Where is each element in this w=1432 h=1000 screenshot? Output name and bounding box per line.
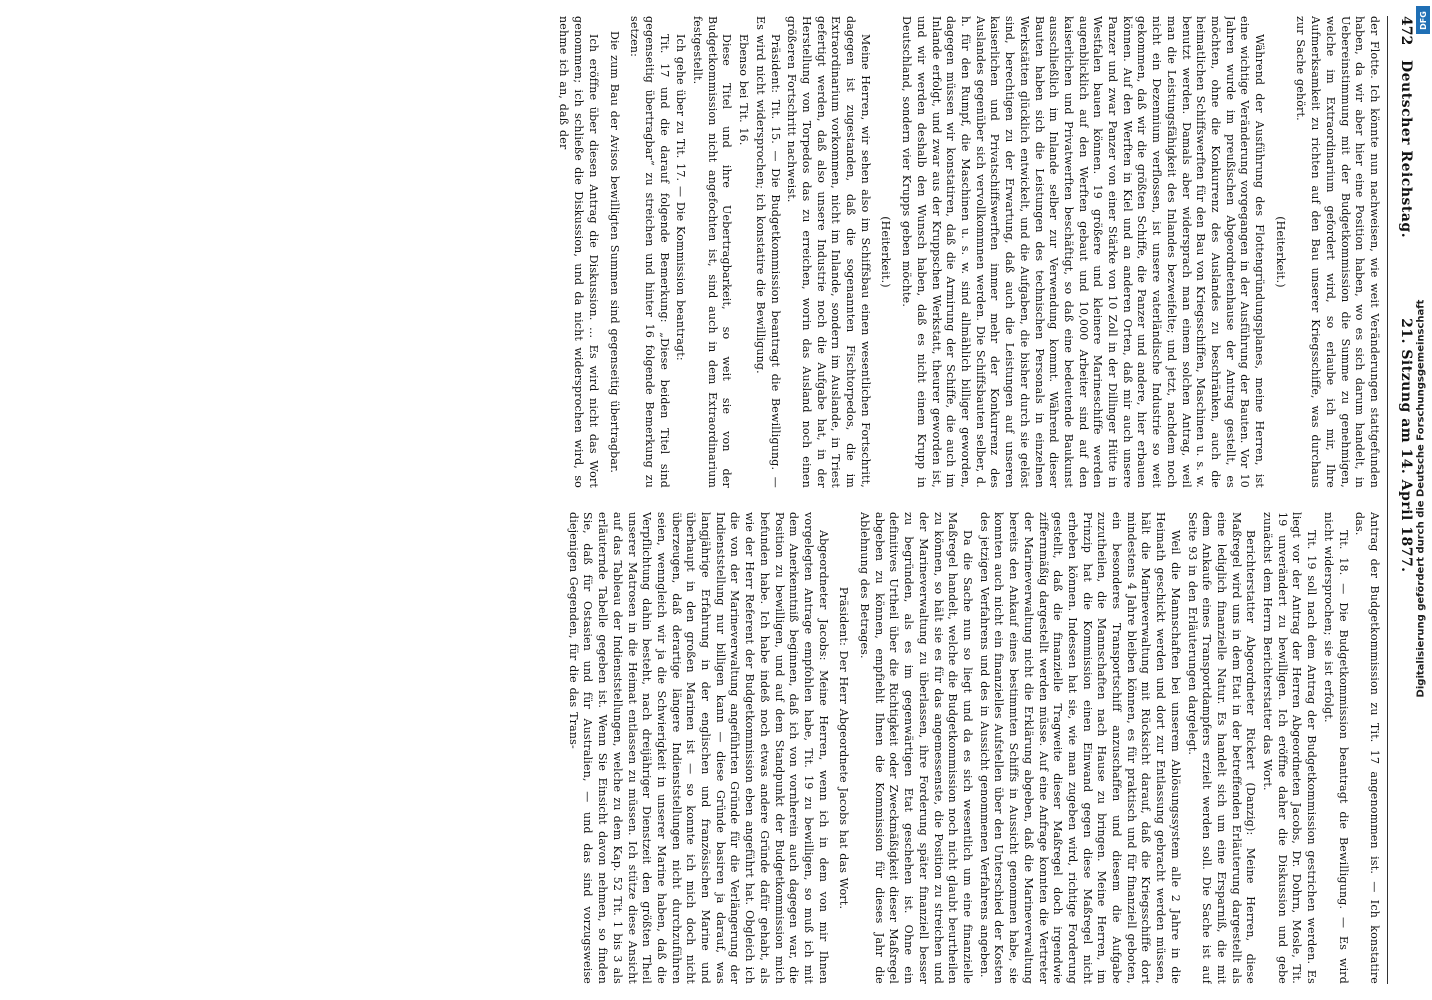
digitization-credit: [1410, 8, 1432, 988]
paragraph: Die zum Bau der Avisos bewilligten Summen sind gegenseitig übertragbar.: [607, 30, 621, 474]
paragraph: Berichterstatter Abgeordneter Rickert (Danzig): Meine Herren, diese Maßregel wird uns in dem Etat in der betreffenden Erläuterung dargestellt als eine lediglich finanzielle Natur. Es handelt sich um eine Ersparniß, die mit dem Ankaufe eines Transportdampfers erzielt werden soll. Die Sache ist auf Seite 93 in den Erläuterungen dargelegt.: [1185, 512, 1258, 984]
text-columns: [56, 16, 1381, 984]
rotated-scanned-page: [37, 0, 1432, 1000]
paragraph: Tit. 17 und die darauf folgende Bemerkung: „Diese beiden Titel sind gegenseitig übertragbar“ zu streichen und hinter 16 folgende Bemerkung zu setzen:: [628, 16, 671, 488]
paragraph: Da die Sache nun so liegt und da es sich wesentlich um eine finanzielle Maßregel handelt, welche die Budgetkommission noch nicht glaubt beurtheilen zu können, so hält sie es für das angemessenste, die Position zu streichen und der Marineverwaltung zu überlassen, ihre Forderung später finanziell besser zu begründen, als es im gegenwärtigen Etat geschehen ist. Ohne ein definitives Urtheil über die Richtigkeit oder Zweckmäßigkeit dieser Maßregel abgeben zu können, empfiehlt Ihnen die Kommission für dieses Jahr die Ablehnung des Betrages.: [858, 512, 975, 984]
interjection: (Heiterkeit.): [1273, 216, 1287, 288]
paragraph: Tit. 19 soll nach dem Antrag der Budgetkommission gestrichen werden. Es liegt vor der Antrag der Herren Abgeordneten Jacobs, Dr. Dohrn, Mosle, Tit. 19 unverändert zu bewilligen. Ich eröffne daher die Diskussion und gebe zunächst dem Herrn Berichterstatter das Wort.: [1261, 512, 1319, 984]
dfg-logo-text: DFG: [1418, 10, 1428, 30]
page-number: 472: [1398, 16, 1414, 46]
publication-title: Deutscher Reichstag.: [1398, 60, 1414, 239]
paragraph: Weil die Mannschaften bei unserem Ablösungssystem alle 2 Jahre in die Heimath geschickt werden und dort zur Entlassung gebracht werden müssen, hält die Marineverwaltung mit Rücksicht darauf, daß die Kriegsschiffe dort mindestens 4 Jahre bleiben können, es für praktisch und für finanziell geboten, ein besonderes Transportschiff anzuschaffen und diesem die Aufgabe zuzutheilen, die Mannschaften nach Hause zu bringen. Meine Herren, im Prinzip hat die Kommission einen Einwand gegen diese Maßregel nicht erheben können. Indessen hat sie, wie man zugeben wird, richtige Forderung gestellt, daß die finanzielle Tragweite dieser Maßregel doch irgendwie ziffernmäßig dargestellt werden müsse. Auf eine Anfrage konnten die Vertreter der Marineverwaltung nicht die Erklärung abgeben, daß die Marineverwaltung bereits den Ankauf eines bestimmten Schiffs in Aussicht genommen habe, sie konnten auch nicht ein finanzielles Aufstellen über den Unterschied der Kosten des jetzigen Verfahrens und des in Aussicht genommenen Verfahrens angeben.: [977, 512, 1182, 984]
paragraph: Ebenso bei Tit. 16.: [737, 34, 751, 146]
paragraph: Ich gehe über zu Tit. 17. — Die Kommission beantragt:: [674, 34, 688, 361]
paragraph: Präsident: Tit. 15. — Die Budgetkommission beantragt die Bewilligung. — Es wird nicht widersprochen; ich konstatire die Bewilligung.: [753, 16, 782, 488]
right-column: [56, 512, 1381, 984]
paragraph: Tit. 18. — Die Budgetkommission beantragt die Bewilligung. — Es wird nicht widersprochen; sie ist erfolgt.: [1321, 512, 1350, 984]
paragraph: Präsident: Der Herr Abgeordnete Jacobs hat das Wort.: [837, 586, 851, 910]
paragraph: Während der Ausführung des Flottengründungsplanes, meine Herren, ist eine wichtige Veränderung vorgegangen in der Ausführung der Bauten. Vor 10 Jahren wurde im preußischen Abgeordnetenhause der Antrag gestellt, es möchten, ohne die Konkurrenz des Auslandes zu beschränken, auch die heimatlichen Schiffswerften für den Bau von Kriegsschiffen, Maschinen u. s. w. benutzt werden. Damals aber widersprach man einem solchen Antrag, weil man die Leistungsfähigkeit des Inlandes bezweifelte; und jetzt, nachdem noch nicht ein Dezennium verflossen, ist unsere vaterländische Industrie so weit gekommen, daß wir die größten Schiffe, die Panzer und andere, hier erbauen können. Auf den Werften in Kiel und an anderen Orten, daß mir auch unsere Panzer und zwar Panzer von einer Stärke von 10 Zoll in der Dillinger Hütte in Westfalen bauen können. 19 größere und kleinere Marineschiffe werden augenblicklich auf den Werften gebaut und 10,000 Arbeiter sind auf den kaiserlichen und Privatwerften beschäftigt, so daß eine bedeutende Baukunst ausschließlich im Inlande selber zur Verwendung kommt. Während dieser Bauten haben sich die Leistungen des technischen Personals in einzelnen Werkstätten glücklich entwickelt, und die Aufgaben, die bisher durch sie gelöst sind, berechtigen zu der Erwartung, daß auch die Leistungen auf unseren kaiserlichen und Privatschiffswerften immer mehr der Konkurrenz des Auslandes gegenüber sich vervollkommnen werden. Die Schiffsbauten selber, d. h. für den Rumpf, die Maschinen u. s. w. sind allmählich billiger geworden, dagegen müssen wir konstatiren, daß die Armirung der Schiffe, die auch im Inlande erfolgt, und zwar aus der Kruppschen Werkstatt, theurer geworden ist, und wir werden deshalb den Wunsch haben, daß es nicht einem Krupp in Deutschland, sondern vier Krupps geben möchte.: [900, 16, 1267, 488]
paragraph: Antrag der Budgetkommission zu Tit. 17 angenommen ist. — Ich konstatire das.: [1353, 512, 1381, 984]
paragraph: der Flotte. Ich könnte nun nachweisen, wie weit Veränderungen stattgefunden haben, da wir aber hier eine Position haben, wo es sich darum handelt, in Uebereinstimmung mit der Budgetkommission die Summe zu genehmigen, welche im Extraordinarium gefordert wird, so erlaube ich mir, Ihre Aufmerksamkeit zu richten auf den Bau unserer Kriegsschiffe, was durchaus zur Sache gehört.: [1294, 16, 1381, 488]
session-date: 21. Sitzung am 14. April 1877.: [1398, 318, 1414, 573]
paragraph: Diese Titel und ihre Uebertragbarkeit, so weit sie von der Budgetkommission nicht angefochten ist, sind auch in dem Extraordinarium festgestellt.: [691, 16, 734, 488]
left-column: [56, 16, 1381, 488]
paragraph: Meine Herren, wir sehen also im Schiffsbau einen wesentlichen Fortschritt, dagegen ist zugestanden, daß die sogenannten Fischtorpedos, die im Extraordinarium vorkommen, nicht im Inlande, sondern im Auslande, in Triest gefertigt werden, daß also unsere Industrie noch die Aufgabe hat, in der Herstellung von Torpedos das zu erreichen, worin das Ausland noch einen größeren Fortschritt nachweist.: [785, 16, 872, 488]
paragraph: Abgeordneter Jacobs: Meine Herren, wenn ich in dem von mir Ihnen vorgelegten Antrage empfohlen habe, Tit. 19 zu bewilligen, so muß ich mit dem Anerkenntniß beginnen, daß ich von vornherein auch dagegen war, die Position zu bewilligen, und auf dem Standpunkt der Budgetkommission mich befunden habe. Ich habe indeß noch etwas andere Gründe dafür gehabt, als wie der Herr Referent der Budgetkommission eben angeführt hat. Obgleich ich die von der Marineverwaltung angeführten Gründe für die Verlängerung der Indienststellung nur billigen kann — diese Gründe basiren ja darauf, was langjährige Erfahrung in der englischen und französischen Marine und überhaupt in den großen Marinen ist — so konnte ich mich doch nicht überzeugen, daß derartige längere Indienststellungen nicht durchzuführen seien, wenngleich wir ja die Schwierigkeit in unserer Marine haben, daß die Verpflichtung dahin besteht, nach dreijähriger Dienstzeit den größten Theil unserer Matrosen in die Heimat entlassen zu müssen. Ich stütze diese Ansicht auf das Tableau der Indienststellungen, welche zu dem Kap. 52 Tit. 1 bis 3 als erläuternde Tabelle gegeben ist. Wenn Sie Einsicht davon nehmen, so finden Sie, daß für Ostasien und für Australien, — und das sind vorzugsweise diejenigen Gegenden, für die das Trans-: [566, 512, 830, 984]
paragraph: Ich eröffne über diesen Antrag die Diskussion. ... Es wird nicht das Wort genommen; ich schließe die Diskussion, und da nicht widersprochen wird, so nehme ich an, daß der: [557, 16, 600, 488]
interjection: (Heiterkeit.): [879, 216, 893, 288]
credit-text: Digitalisierung gefördert durch die Deutsche Forschungsgemeinschaft: [1415, 299, 1427, 697]
